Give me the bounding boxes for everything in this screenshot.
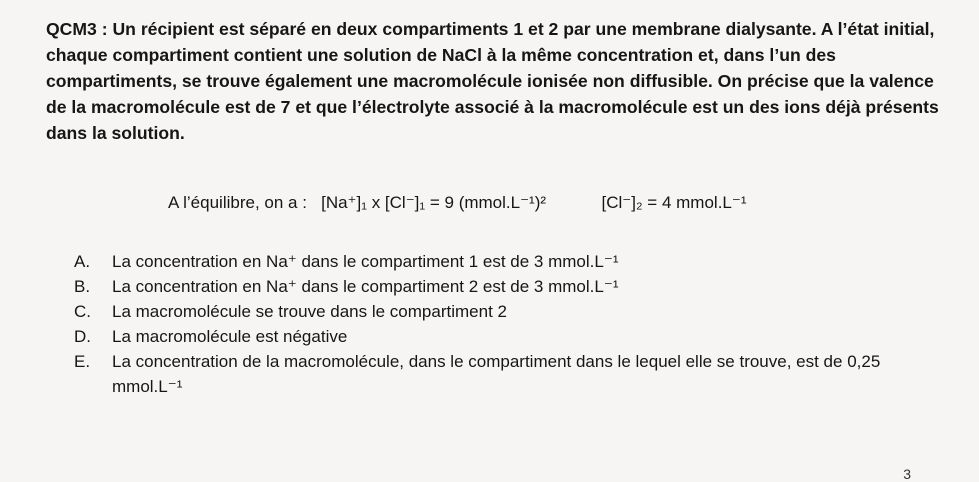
choice-letter: E.: [74, 352, 91, 371]
equation-product: [Na⁺]₁ x [Cl⁻]₁ = 9 (mmol.L⁻¹)²: [321, 193, 547, 212]
choice-letter: A.: [74, 252, 91, 271]
choice-text: La macromolécule se trouve dans le compartiment 2: [112, 302, 507, 321]
choice-letter: B.: [74, 277, 91, 296]
choice-e: [74, 349, 934, 399]
equation-prefix: A l’équilibre, on a :: [168, 193, 307, 212]
choice-text: La concentration de la macromolécule, dans le compartiment dans le lequel elle se trouve, est de 0,25 mmol.L⁻¹: [112, 352, 881, 396]
choice-text: La concentration en Na⁺ dans le compartiment 1 est de 3 mmol.L⁻¹: [112, 252, 619, 271]
choice-text: La concentration en Na⁺ dans le compartiment 2 est de 3 mmol.L⁻¹: [112, 277, 619, 296]
choice-text: La macromolécule est négative: [112, 327, 348, 346]
choice-a: [74, 249, 934, 274]
choice-d: [74, 324, 934, 349]
question-paragraph: [46, 16, 941, 146]
choice-c: [74, 299, 934, 324]
page-number: 3: [903, 466, 911, 482]
choices-list: [74, 249, 934, 399]
choice-letter: C.: [74, 302, 91, 321]
question-label: QCM3: [46, 19, 97, 39]
choice-b: [74, 274, 934, 299]
equation-chloride: [Cl⁻]₂ = 4 mmol.L⁻¹: [601, 193, 747, 212]
question-text: : Un récipient est séparé en deux compartiments 1 et 2 par une membrane dialysante. A l’état initial, chaque compartiment contient une solution de NaCl à la même concentration et, dans l’un des compartiments, se trouve également une macromolécule ionisée non diffusible. On précise que la valence de la macromolécule est de 7 et que l’électrolyte associé à la macromolécule est un des ions déjà présents dans la solution.: [46, 19, 939, 143]
choice-letter: D.: [74, 327, 91, 346]
equilibrium-equation: [168, 193, 747, 213]
